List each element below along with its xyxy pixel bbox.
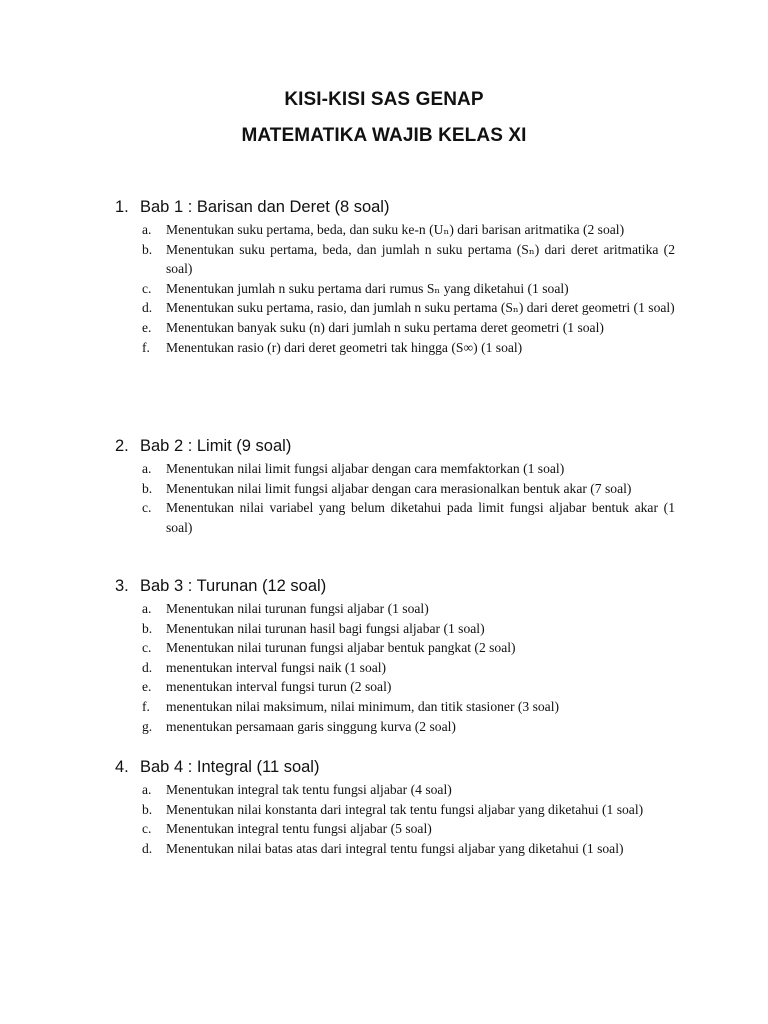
item-text: Menentukan nilai limit fungsi aljabar dengan cara merasionalkan bentuk akar (7 soal): [166, 480, 632, 496]
item-letter: f.: [142, 339, 150, 355]
item-letter: e.: [142, 319, 152, 335]
item-text: menentukan interval fungsi turun (2 soal): [166, 679, 392, 695]
section-bab-3: [115, 575, 675, 736]
item-letter: d.: [142, 840, 153, 856]
section-number: 1.: [115, 198, 129, 216]
item-letter: g.: [142, 718, 153, 734]
item-text: Menentukan banyak suku (n) dari jumlah n suku pertama deret geometri (1 soal): [166, 319, 604, 335]
list-item: [115, 498, 675, 537]
item-list: [115, 599, 675, 736]
list-item: [115, 638, 675, 658]
list-item: [115, 240, 675, 279]
item-text: menentukan persamaan garis singgung kurva (2 soal): [166, 718, 456, 734]
item-list: [115, 459, 675, 537]
item-letter: b.: [142, 241, 153, 257]
list-item: [115, 298, 675, 318]
item-letter: a.: [142, 222, 152, 237]
item-text: Menentukan nilai konstanta dari integral tak tentu fungsi aljabar yang diketahui (1 soal): [166, 801, 644, 817]
document-title: KISI-KISI SAS GENAP: [284, 89, 484, 110]
section-number: 2.: [115, 437, 129, 455]
item-letter: c.: [142, 500, 152, 516]
section-title: Bab 2 : Limit (9 soal): [140, 437, 292, 455]
item-letter: a.: [142, 782, 152, 797]
document-subtitle: MATEMATIKA WAJIB KELAS XI: [241, 125, 527, 146]
item-letter: b.: [142, 620, 153, 636]
item-text: Menentukan nilai batas atas dari integral tentu fungsi aljabar yang diketahui (1 soal): [166, 840, 624, 856]
section-number: 3.: [115, 577, 129, 595]
list-item: [115, 780, 675, 800]
list-item: [115, 599, 675, 619]
item-text: Menentukan suku pertama, beda, dan jumlah n suku pertama (Sₙ) dari deret aritmatika (2 soal): [166, 241, 675, 277]
list-item: [115, 459, 675, 479]
section-bab-2: [115, 435, 675, 537]
item-text: Menentukan nilai turunan fungsi aljabar bentuk pangkat (2 soal): [166, 640, 516, 656]
list-item: [115, 697, 675, 717]
list-item: [115, 717, 675, 737]
item-list: [115, 220, 675, 357]
item-letter: c.: [142, 821, 152, 837]
list-item: [115, 619, 675, 639]
item-text: menentukan interval fungsi naik (1 soal): [166, 659, 387, 675]
item-letter: f.: [142, 698, 150, 714]
item-text: Menentukan nilai turunan fungsi aljabar (1 soal): [166, 601, 429, 616]
item-letter: e.: [142, 679, 152, 695]
item-letter: b.: [142, 480, 153, 496]
section-heading: [115, 575, 675, 597]
item-text: Menentukan nilai limit fungsi aljabar dengan cara memfaktorkan (1 soal): [166, 461, 565, 476]
section-title: Bab 1 : Barisan dan Deret (8 soal): [140, 198, 390, 216]
item-letter: a.: [142, 461, 152, 476]
list-item: [115, 479, 675, 499]
list-item: [115, 318, 675, 338]
section-title: Bab 3 : Turunan (12 soal): [140, 577, 327, 595]
item-text: Menentukan nilai variabel yang belum diketahui pada limit fungsi aljabar bentuk akar (1 soal): [166, 500, 675, 535]
section-heading: [115, 196, 675, 218]
list-item: [115, 839, 675, 859]
list-item: [115, 800, 675, 820]
item-letter: d.: [142, 659, 153, 675]
item-letter: c.: [142, 640, 152, 656]
section-number: 4.: [115, 758, 129, 776]
item-text: Menentukan rasio (r) dari deret geometri tak hingga (S∞) (1 soal): [166, 339, 523, 355]
list-item: [115, 338, 675, 358]
section-heading: [115, 756, 675, 778]
item-text: menentukan nilai maksimum, nilai minimum, dan titik stasioner (3 soal): [166, 698, 560, 714]
list-item: [115, 658, 675, 678]
item-text: Menentukan integral tentu fungsi aljabar (5 soal): [166, 821, 432, 837]
item-text: Menentukan nilai turunan hasil bagi fungsi aljabar (1 soal): [166, 620, 485, 636]
section-title: Bab 4 : Integral (11 soal): [140, 758, 320, 776]
list-item: [115, 819, 675, 839]
section-bab-4: [115, 756, 675, 858]
section-bab-1: [115, 196, 675, 357]
item-letter: d.: [142, 300, 153, 316]
section-heading: [115, 435, 675, 457]
item-text: Menentukan integral tak tentu fungsi aljabar (4 soal): [166, 782, 452, 797]
item-letter: b.: [142, 801, 153, 817]
item-text: Menentukan suku pertama, rasio, dan jumlah n suku pertama (Sₙ) dari deret geometri (1 soal): [166, 300, 675, 316]
item-text: Menentukan jumlah n suku pertama dari rumus Sₙ yang diketahui (1 soal): [166, 280, 569, 296]
item-list: [115, 780, 675, 858]
item-letter: c.: [142, 280, 152, 296]
item-letter: a.: [142, 601, 152, 616]
list-item: [115, 677, 675, 697]
list-item: [115, 279, 675, 299]
list-item: [115, 220, 675, 240]
item-text: Menentukan suku pertama, beda, dan suku ke-n (Uₙ) dari barisan aritmatika (2 soal): [166, 222, 625, 237]
